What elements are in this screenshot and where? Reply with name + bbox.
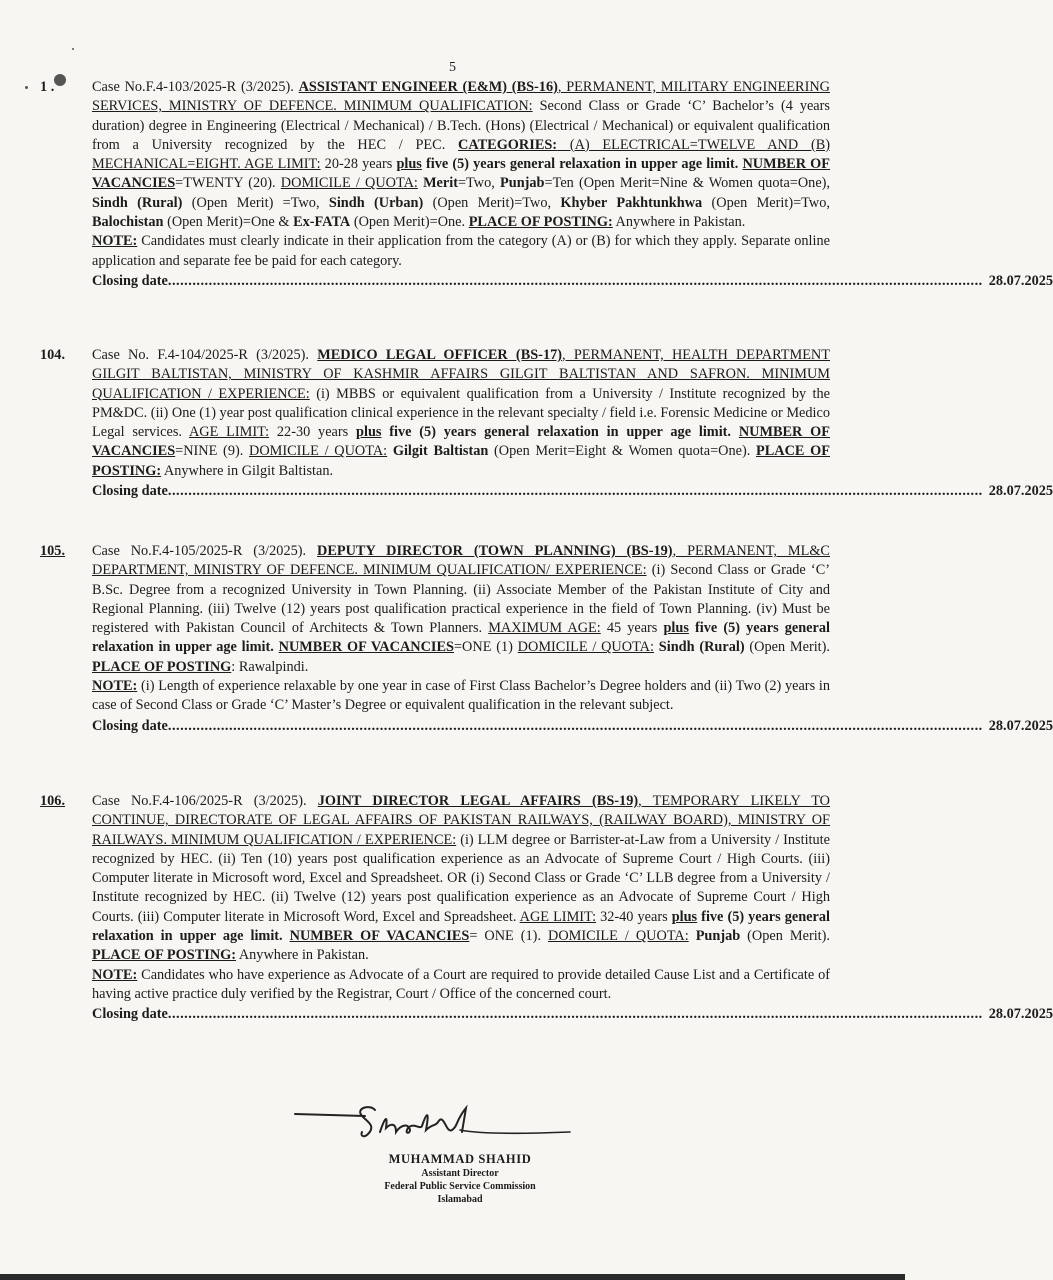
scan-edge [0,1274,905,1280]
text-run: Gilgit Baltistan [392,443,489,460]
text-run: MEDICO LEGAL OFFICER (BS-17) [317,347,562,363]
text-run: Candidates must clearly indicate in their application from the category (A) or (B) for which they apply. Separate online application and separate fee be paid for each category. [92,233,830,269]
text-run: PLACE OF POSTING: [468,214,613,231]
text-run: , TEMPORARY LIKELY TO CONTINUE, DIRECTORATE OF LEGAL AFFAIRS OF PAKISTAN RAILWAYS, (RAILWAY BOARD), MINISTRY OF RAILWAYS. MINIMUM QUALIFICATION / EXPERIENCE: [92,793,830,848]
text-run: 22-30 years [269,424,357,441]
text-run: plus [396,156,422,173]
text-run: Anywhere in Gilgit Baltistan. [161,462,334,479]
closing-date-value: 28.07.2025 [988,483,1053,500]
text-run: 20-28 years [320,156,397,173]
text-run: Sindh (Rural) [92,194,183,211]
entry-note [92,966,830,1005]
entry-number: 1 . [40,79,55,95]
text-run: Punjab [695,928,741,945]
text-run: (Open Merit)=Two, [702,194,830,211]
text-run: DOMICILE / QUOTA: [517,639,654,656]
text-run: (i) Second Class or Grade ‘C’ B.Sc. Degree from a recognized University in Town Planning. (ii) Associate Member of the Pakistan Institute of City and Regional Planning. (iii) Twelve (12) years post qualification practical experience in the field of Town Planning. (iv) Must be registered with Pakistan Council of Architects & Town Planners. [92,562,830,637]
text-run: DEPUTY DIRECTOR (TOWN PLANNING) (BS-19) [317,543,673,559]
text-run: AGE LIMIT: [188,424,270,441]
entry-note [92,677,830,716]
text-run: five (5) years general relaxation in upper age limit. [381,424,739,441]
leader-dots: ........................................................................................................................................................................................................ [167,1006,983,1023]
closing-date-value: 28.07.2025 [988,1006,1053,1023]
closing-date-label: Closing date [92,1006,168,1023]
text-run: NOTE: [92,678,138,695]
signatory-city: Islamabad [437,1194,483,1205]
text-run: plus [356,424,382,441]
text-run [689,928,696,944]
text-run: =ONE (1) [453,639,518,656]
text-run: Anywhere in Pakistan. [612,214,746,231]
text-run: (Open Merit)=Two, [423,194,561,211]
text-run: plus [663,620,689,637]
text-run: DOMICILE / QUOTA: [280,175,418,192]
text-run: MAXIMUM AGE: [488,620,601,637]
text-run: Balochistan [92,214,164,231]
text-run: NUMBER OF VACANCIES [92,424,830,460]
closing-date-row [92,272,1053,291]
text-run: Ex-FATA [293,214,351,231]
closing-date-row [92,482,1053,501]
text-run: (Open Merit=Eight & Women quota=One). [488,443,756,460]
leader-dots: ........................................................................................................................................................................................................ [167,717,983,734]
text-run: PLACE OF POSTING: [92,947,237,964]
entry-text [92,793,830,963]
text-run: =Ten (Open Merit=Nine & Women quota=One), [544,175,831,192]
text-run: NUMBER OF VACANCIES [289,928,470,945]
text-run: 32-40 years [596,908,672,925]
text-run: five (5) years general relaxation in upper age limit. [92,620,830,656]
entry-text [92,79,830,230]
advertisement-entry-106 [40,792,1053,1025]
text-run: (Open Merit) =Two, [182,194,329,211]
text-run: (Open Merit)=One. [350,214,469,231]
text-run: NUMBER OF VACANCIES [278,639,454,656]
text-run: five (5) years general relaxation in upper age limit. [421,156,743,173]
advertisement-entry-104 [40,346,1053,501]
text-run: NUMBER OF VACANCIES [92,156,830,192]
text-run: PLACE OF POSTING [92,658,232,675]
text-run: : Rawalpindi. [231,658,309,675]
text-run: , PERMANENT, MILITARY ENGINEERING SERVICES, MINISTRY OF DEFENCE. MINIMUM QUALIFICATION: [92,79,830,115]
text-run: NOTE: [92,233,138,250]
text-run: 45 years [600,620,664,637]
closing-date-label: Closing date [92,272,168,289]
text-run: (i) Length of experience relaxable by one year in case of First Class Bachelor’s Degree holders and (ii) Two (2) years in case of Second Class or Grade ‘C’ Master’s Degree or equivalent qualification in the relevant subject. [92,678,830,714]
text-run: , PERMANENT, ML&C DEPARTMENT, MINISTRY OF DEFENCE. MINIMUM QUALIFICATION/ EXPERIENCE: [92,543,830,579]
entry-body [92,78,1053,291]
entry-text [92,347,830,479]
signatory-name: MUHAMMAD SHAHID [388,1152,532,1166]
text-run: Khyber Pakhtunkhwa [560,194,703,211]
text-run: Sindh (Urban) [328,194,424,211]
text-run: Second Class or Grade ‘C’ Bachelor’s (4 years duration) degree in Engineering (Electrical / Mechanical) / B.Tech. (Hons) (Electrical / Mechanical) or equivalent qualification from a University recognized by the HEC / PEC. [92,98,830,153]
entry-body [92,542,1053,736]
page-number: 5 [449,60,456,75]
text-run: DOMICILE / QUOTA: [548,928,689,945]
text-run: =TWENTY (20). [175,175,281,192]
signatory-designation: Assistant Director [421,1168,499,1179]
text-run: DOMICILE / QUOTA: [249,443,388,460]
text-run: plus [671,908,698,925]
advertisement-entry-105 [40,542,1053,736]
text-run: Merit [423,175,458,192]
text-run: (i) MBBS or equivalent qualification from a University / Institute recognized by the PM&DC. (ii) One (1) year post qualification clinical experience in the relevant specialty / field i.e. Forensic Medicine or Medico Legal services. [92,385,830,441]
closing-date-label: Closing date [92,717,168,734]
text-run: AGE LIMIT: [519,908,597,925]
scan-speck [54,74,66,86]
text-run: Case No.F.4-106/2025-R (3/2025). [92,793,318,809]
entry-text [92,543,830,675]
signatory-details [340,1152,580,1206]
text-run: five (5) years general relaxation in upper age limit. [92,908,830,945]
entry-body [92,792,1053,1025]
leader-dots: ........................................................................................................................................................................................................ [167,483,983,500]
text-run: CATEGORIES: [458,136,558,153]
handwritten-signature [280,1100,600,1160]
leader-dots: ........................................................................................................................................................................................................ [167,272,983,289]
entry-body [92,346,1053,501]
text-run: Sindh (Rural) [658,639,745,656]
text-run: Anywhere in Pakistan. [236,947,369,964]
advertisement-entry-103 [40,78,1053,291]
scan-speck [25,86,28,89]
signature-block [280,1100,640,1230]
text-run: (Open Merit)=One & [163,214,294,231]
closing-date-value: 28.07.2025 [988,717,1053,734]
text-run: =NINE (9). [175,443,250,460]
closing-date-row [92,1005,1053,1024]
text-run: NOTE: [92,966,138,983]
closing-date-value: 28.07.2025 [988,272,1053,289]
entry-note [92,232,830,271]
text-run: (i) LLM degree or Barrister-at-Law from a University / Institute recognized by HEC. (ii) Ten (10) years post qualification experience as an Advocate of Supreme Court / High Courts. (iii) Computer literate in Microsoft word, Excel and Spreadsheet. OR (i) Second Class or Grade ‘C’ LLB degree from a University / Institute recognized by HEC. (ii) Twelve (12) years post qualification experience as an Advocate of Supreme Court / High Courts. (iii) Computer literate in Microsoft Word, Excel and Spreadsheet. [92,831,830,925]
text-run: Punjab [500,175,545,192]
text-run: ASSISTANT ENGINEER (E&M) (BS-16) [298,79,558,95]
text-run: Case No. F.4-104/2025-R (3/2025). [92,347,318,363]
text-run: (Open Merit). [744,639,830,656]
scan-speck [72,48,74,50]
entry-number: 104. [40,347,66,363]
text-run: Case No.F.4-105/2025-R (3/2025). [92,543,317,559]
text-run: , PERMANENT, HEALTH DEPARTMENT GILGIT BALTISTAN, MINISTRY OF KASHMIR AFFAIRS GILGIT BALTISTAN AND SAFRON. MINIMUM QUALIFICATION / EXPERIENCE: [92,347,830,402]
text-run: JOINT DIRECTOR LEGAL AFFAIRS (BS-19) [317,793,639,809]
text-run: PLACE OF POSTING: [92,443,830,479]
closing-date-label: Closing date [92,483,168,500]
text-run: Candidates who have experience as Advocate of a Court are required to provide detailed Cause List and a Certificate of having active practice duly verified by the Registrar, Court / Office of the concerned court. [92,966,830,1002]
text-run: =Two, [457,175,501,192]
entry-number: 106. [40,793,66,809]
signatory-organization: Federal Public Service Commission [384,1181,536,1192]
text-run: (Open Merit). [740,928,830,945]
text-run: = ONE (1). [469,928,549,945]
entry-number: 105. [40,543,66,559]
closing-date-row [92,717,1053,736]
text-run: (A) ELECTRICAL=TWELVE AND (B) MECHANICAL=EIGHT. AGE LIMIT: [92,136,831,173]
text-run: Case No.F.4-103/2025-R (3/2025). [92,79,299,95]
